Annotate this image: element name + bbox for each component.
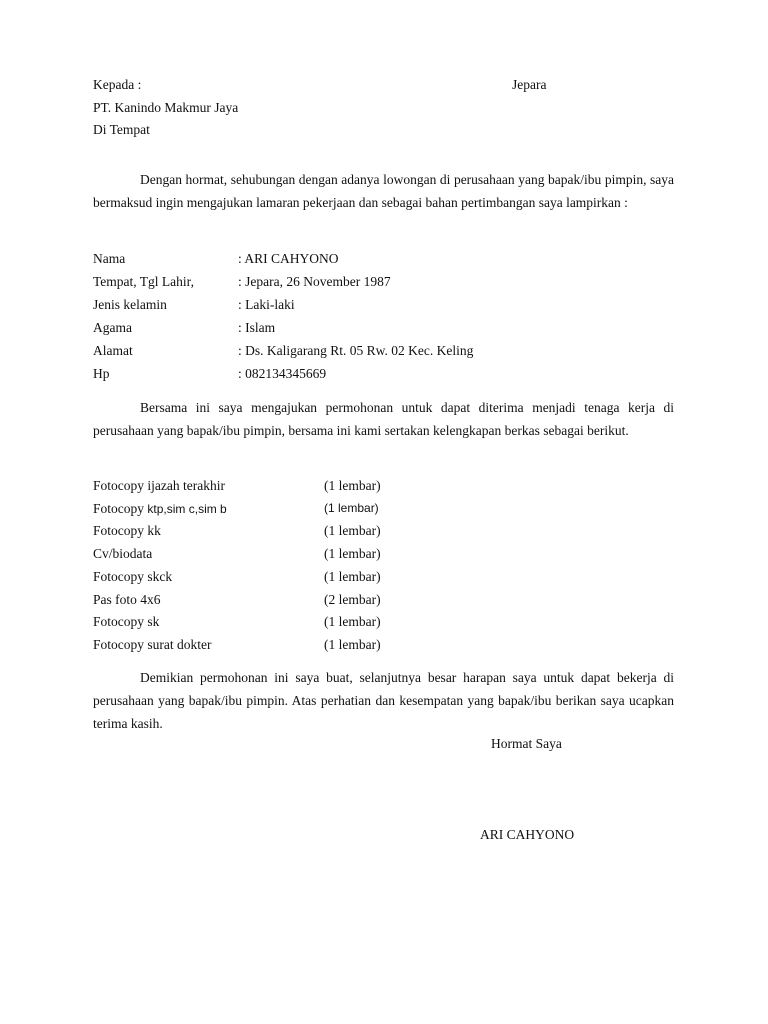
- attachment-count: (1 lembar): [324, 523, 381, 538]
- signature-name: ARI CAHYONO: [480, 827, 575, 842]
- attachment-label: Fotocopy ijazah terakhir: [93, 478, 225, 493]
- recipient-to-label: Kepada :: [93, 77, 142, 92]
- attachment-label: [93, 497, 227, 521]
- attachment-label: Pas foto 4x6: [93, 592, 161, 607]
- attachment-label: Cv/biodata: [93, 546, 153, 561]
- personal-label: Jenis kelamin: [93, 297, 167, 312]
- attachment-row: [93, 633, 693, 656]
- personal-value: : Laki-laki: [238, 297, 295, 312]
- attachment-label: Fotocopy skck: [93, 569, 173, 584]
- attachment-label-text: Fotocopy: [93, 501, 145, 516]
- personal-value: : Ds. Kaligarang Rt. 05 Rw. 02 Kec. Keling: [238, 343, 474, 358]
- personal-label: Alamat: [93, 343, 133, 358]
- personal-value: : Jepara, 26 November 1987: [238, 274, 391, 289]
- attachment-label: Fotocopy kk: [93, 523, 161, 538]
- request-paragraph: Bersama ini saya mengajukan permohonan untuk dapat diterima menjadi tenaga kerja di perusahaan yang bapak/ibu pimpin, bersama ini kami sertakan kelengkapan berkas sebagai berikut.: [93, 400, 674, 438]
- personal-row: [93, 316, 693, 339]
- personal-row: [93, 339, 693, 362]
- attachment-count: (1 lembar): [324, 501, 379, 515]
- personal-row: [93, 293, 693, 316]
- opening-paragraph: Dengan hormat, sehubungan dengan adanya lowongan di perusahaan yang bapak/ibu pimpin, saya bermaksud ingin mengajukan lamaran pekerjaan dan sebagai bahan pertimbangan saya lampirkan :: [93, 172, 674, 210]
- attachment-count: (1 lembar): [324, 637, 381, 652]
- attachment-count: (1 lembar): [324, 478, 381, 493]
- letter-city: Jepara: [512, 77, 547, 92]
- attachment-row: [93, 542, 693, 565]
- closing-paragraph: Demikian permohonan ini saya buat, selanjutnya besar harapan saya untuk dapat bekerja di perusahaan yang bapak/ibu pimpin. Atas perhatian dan kesempatan yang bapak/ibu berikan saya ucapkan terima kasih.: [93, 670, 674, 731]
- attachment-count: (1 lembar): [324, 546, 381, 561]
- attachment-row: [93, 565, 693, 588]
- personal-value: : 082134345669: [238, 366, 327, 381]
- attachment-row: [93, 497, 693, 520]
- personal-value: : ARI CAHYONO: [238, 251, 339, 266]
- attachment-label-extra: ktp,sim c,sim b: [147, 502, 227, 516]
- personal-label: Nama: [93, 251, 126, 266]
- personal-row: [93, 362, 693, 385]
- attachment-row: [93, 588, 693, 611]
- attachment-label: Fotocopy sk: [93, 614, 160, 629]
- personal-row: [93, 270, 693, 293]
- signature-greeting: Hormat Saya: [491, 736, 562, 751]
- recipient-company: PT. Kanindo Makmur Jaya: [93, 100, 239, 115]
- personal-label: Hp: [93, 366, 110, 381]
- attachment-row: [93, 519, 693, 542]
- attachment-label: Fotocopy surat dokter: [93, 637, 212, 652]
- personal-value: : Islam: [238, 320, 276, 335]
- personal-label: Tempat, Tgl Lahir,: [93, 274, 194, 289]
- attachment-count: (2 lembar): [324, 592, 381, 607]
- recipient-place: Di Tempat: [93, 122, 150, 137]
- personal-row: [93, 247, 693, 270]
- attachment-count: (1 lembar): [324, 614, 381, 629]
- personal-label: Agama: [93, 320, 132, 335]
- attachment-row: [93, 474, 693, 497]
- attachment-count: (1 lembar): [324, 569, 381, 584]
- attachment-row: [93, 610, 693, 633]
